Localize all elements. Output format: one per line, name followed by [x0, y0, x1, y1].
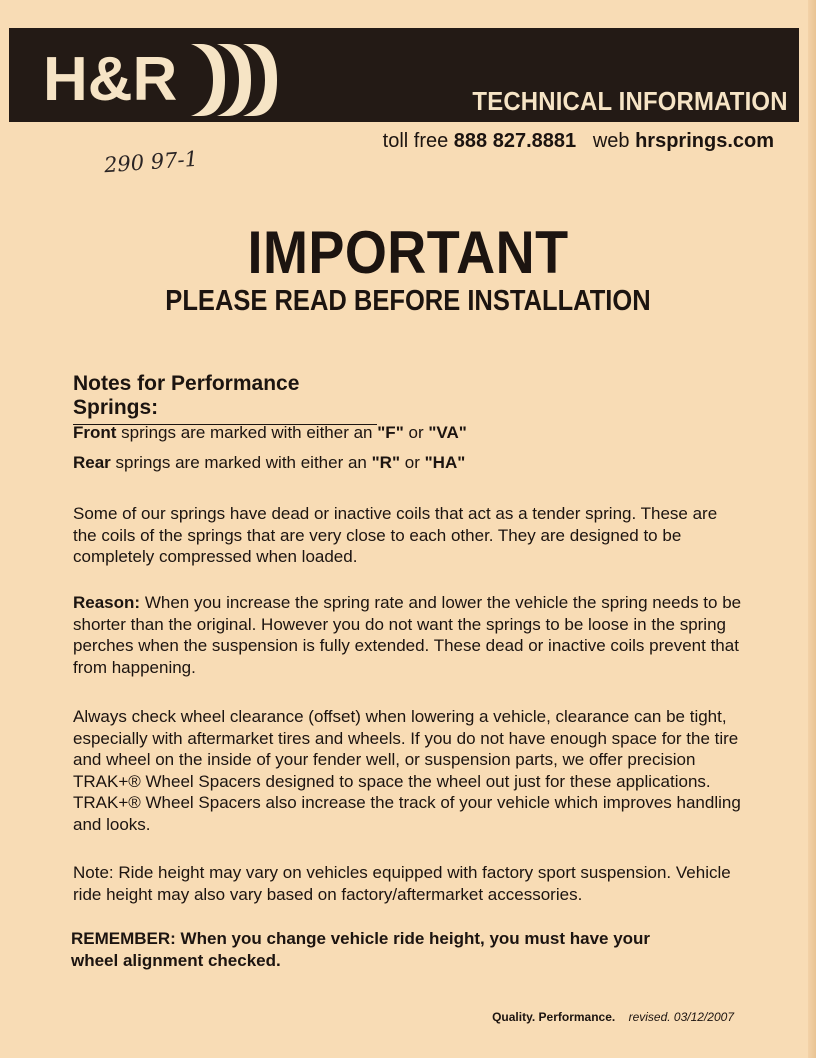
rear-code-ha: "HA" [424, 453, 466, 472]
logo-stripes [191, 44, 277, 116]
front-marking-line [73, 418, 467, 448]
page-subtitle: PLEASE READ BEFORE INSTALLATION [165, 285, 651, 317]
rear-label: Rear [73, 453, 111, 472]
note-paragraph: Note: Ride height may vary on vehicles equipped with factory sport suspension. Vehicle ride height may also vary based on factory/aftermarket accessories. [73, 863, 731, 904]
remember-notice: REMEMBER: When you change vehicle ride height, you must have your wheel alignment checked. [71, 929, 651, 970]
front-code-va: "VA" [428, 423, 467, 442]
hr-logo [39, 34, 289, 118]
rear-marking-line [73, 448, 467, 478]
page-title: IMPORTANT [247, 219, 569, 286]
rear-code-r: "R" [371, 453, 401, 472]
front-or: or [408, 423, 424, 442]
reason-paragraph [73, 592, 743, 678]
clearance-paragraph: Always check wheel clearance (offset) when lowering a vehicle, clearance can be tight, especially with aftermarket tires and wheels. If you do not have enough space for the tire and wheel on the inside of your fender well, or suspension parts, we offer precision TRAK+® Wheel Spacers designed to space the wheel out just for these applications. TRAK+® Wheel Spacers also increase the track of your vehicle which improves handling and looks. [73, 707, 741, 834]
rear-or: or [404, 453, 420, 472]
footer [492, 1010, 734, 1024]
banner-title: TECHNICAL INFORMATION [472, 86, 788, 116]
front-text: springs are marked with either an [121, 423, 373, 442]
handwritten-note: 290 97-1 [103, 146, 199, 178]
rear-text: springs are marked with either an [115, 453, 367, 472]
web-label: web [592, 130, 630, 152]
footer-tagline: Quality. Performance. [492, 1010, 616, 1024]
front-code-f: "F" [377, 423, 404, 442]
contact-info [383, 130, 774, 153]
web-url[interactable]: hrsprings.com [635, 130, 774, 152]
toll-free-number[interactable]: 888 827.8881 [453, 130, 577, 152]
front-label: Front [73, 423, 117, 442]
logo-text: H&R [43, 45, 178, 114]
spring-markings [73, 418, 467, 478]
toll-free-label: toll free [382, 130, 449, 152]
footer-revised: revised. 03/12/2007 [628, 1010, 734, 1024]
notes-heading: Notes for Performance Springs: [73, 372, 377, 425]
dead-coils-paragraph: Some of our springs have dead or inactive coils that act as a tender spring. These are the coils of the springs that are very close to each other. They are designed to be completely compressed when loaded. [73, 504, 718, 566]
page-edge [808, 0, 816, 1058]
reason-text: When you increase the spring rate and lower the vehicle the spring needs to be shorter than the original. However you do not want the springs to be loose in the spring perches when the suspension is fully extended. These dead or inactive coils prevent that from happening. [73, 593, 742, 677]
reason-label: Reason: [73, 593, 141, 612]
